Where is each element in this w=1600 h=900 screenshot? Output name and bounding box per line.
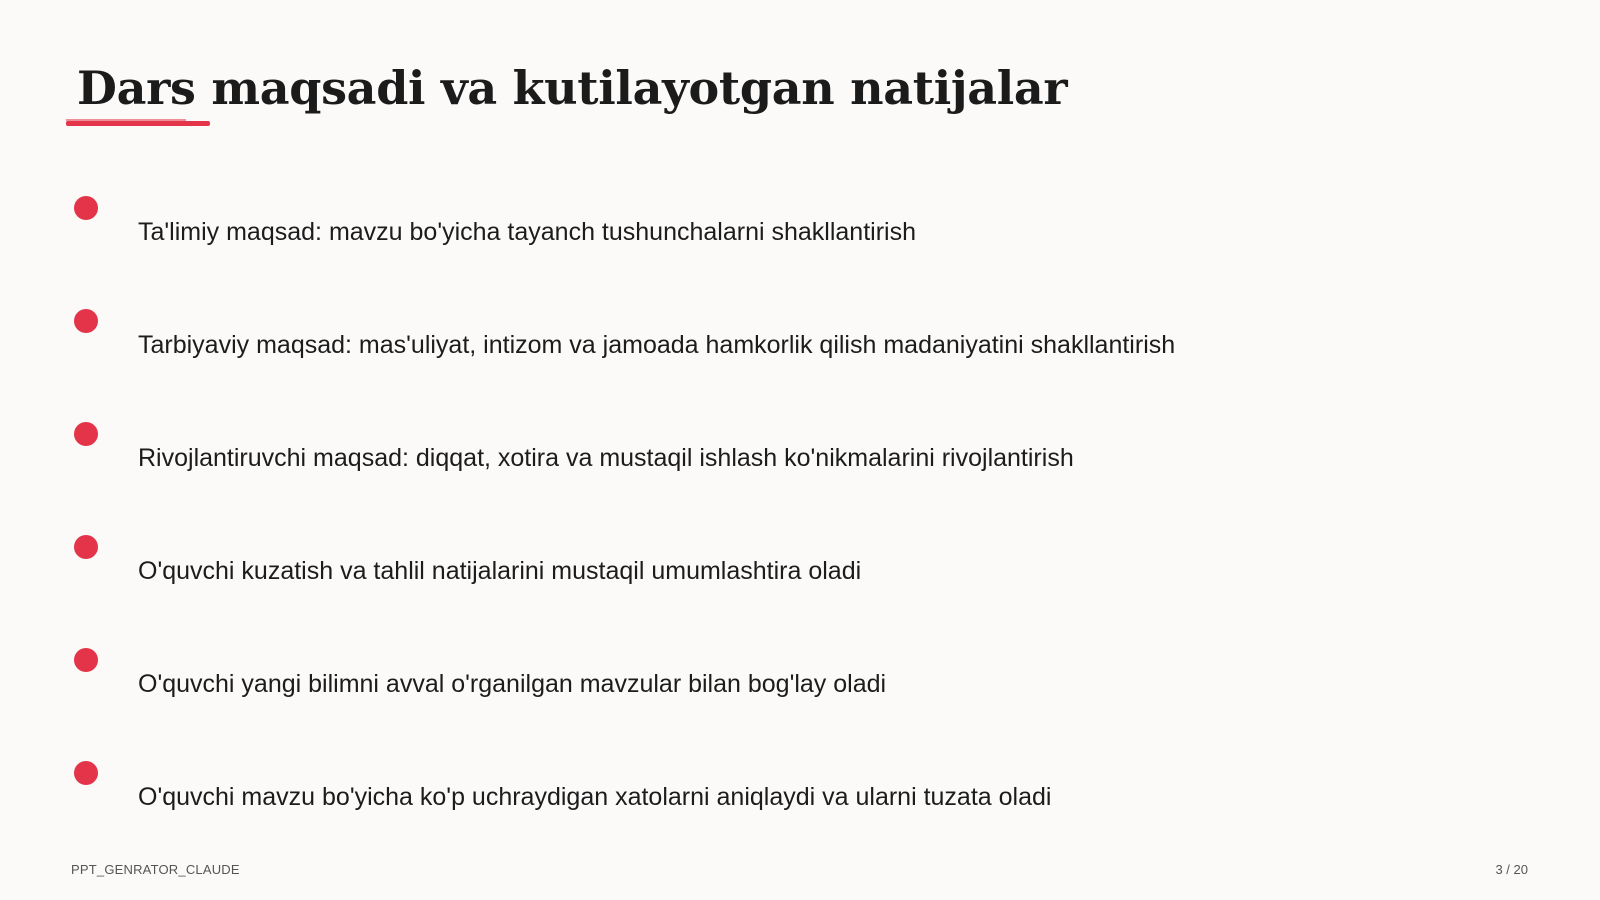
- page-indicator: 3 / 20: [1495, 862, 1528, 877]
- bullet-text: O'quvchi mavzu bo'yicha ko'p uchraydigan xatolarni aniqlaydi va ularni tuzata oladi: [138, 783, 1052, 811]
- bullet-text: O'quvchi kuzatish va tahlil natijalarini mustaqil umumlashtira oladi: [138, 557, 862, 585]
- bullet-text: Ta'limiy maqsad: mavzu bo'yicha tayanch tushunchalarni shakllantirish: [138, 218, 916, 246]
- list-item: [0, 648, 1500, 728]
- bullet-dot-icon: [74, 422, 98, 446]
- bullet-dot-icon: [74, 535, 98, 559]
- list-item: [0, 309, 1500, 389]
- bullet-text: Tarbiyaviy maqsad: mas'uliyat, intizom va jamoada hamkorlik qilish madaniyatini shakllantirish: [138, 331, 1176, 359]
- list-item: [0, 422, 1500, 502]
- list-item: [0, 761, 1500, 841]
- bullet-dot-icon: [74, 761, 98, 785]
- bullet-dot-icon: [74, 309, 98, 333]
- list-item: [0, 535, 1500, 615]
- bullet-dot-icon: [74, 648, 98, 672]
- slide-title: Dars maqsadi va kutilayotgan natijalar: [77, 61, 1068, 115]
- bullet-dot-icon: [74, 196, 98, 220]
- title-underline: [66, 121, 210, 126]
- list-item: [0, 196, 1500, 276]
- footer-brand: PPT_GENRATOR_CLAUDE: [71, 862, 240, 877]
- bullet-text: O'quvchi yangi bilimni avval o'rganilgan mavzular bilan bog'lay oladi: [138, 670, 887, 698]
- bullet-text: Rivojlantiruvchi maqsad: diqqat, xotira va mustaqil ishlash ko'nikmalarini rivojlantirish: [138, 444, 1074, 472]
